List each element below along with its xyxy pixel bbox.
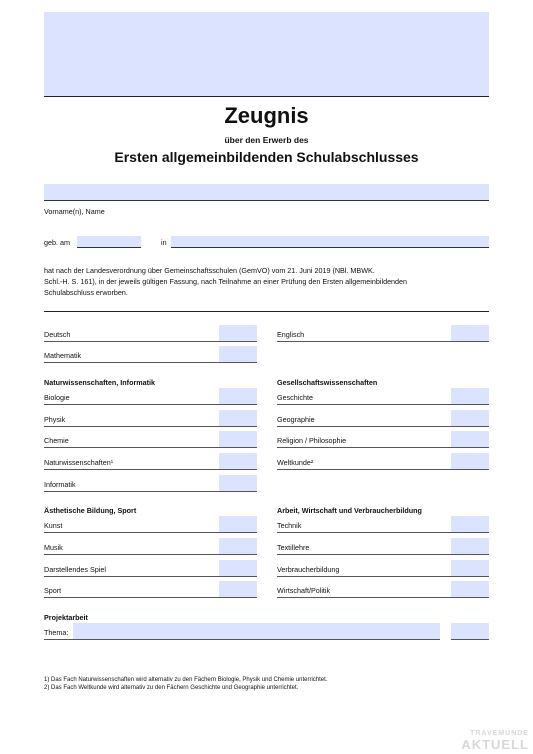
grade-naturwissenschaften[interactable] (219, 453, 257, 469)
grade-wirtschaft-politik[interactable] (451, 581, 489, 597)
subject-weltkunde: Weltkunde² (277, 458, 314, 467)
row-line (277, 469, 489, 470)
grade-englisch[interactable] (451, 325, 489, 341)
watermark-line-1: TRAVEMÜNDE (470, 730, 529, 737)
grade-geschichte[interactable] (451, 388, 489, 404)
subject-technik: Technik (277, 521, 302, 530)
birthdate-field[interactable] (77, 236, 141, 247)
birthplace-field[interactable] (171, 236, 489, 247)
born-label: geb. am (44, 238, 70, 247)
grade-darstellendes-spiel[interactable] (219, 560, 257, 576)
statement-line-2: Schl.-H. S. 161), in der jeweils gültigen Fassung, nach Teilnahme an einer Prüfung den Ersten allgemeinbildenden (44, 277, 408, 286)
subject-chemie: Chemie (44, 436, 69, 445)
certificate-title: Zeugnis (224, 103, 309, 128)
subject-geographie: Geographie (277, 415, 315, 424)
section-heading-arbeit: Arbeit, Wirtschaft und Verbraucherbildung (277, 506, 422, 515)
grade-kunst[interactable] (219, 516, 257, 532)
subject-englisch: Englisch (277, 330, 305, 339)
certificate-subtitle: über den Erwerb des (224, 135, 309, 145)
statement-divider (44, 311, 489, 312)
birthdate-underline (77, 247, 141, 248)
subject-physik: Physik (44, 415, 66, 424)
section-heading-aesthetik: Ästhetische Bildung, Sport (44, 506, 137, 515)
projekt-thema-field[interactable] (73, 623, 440, 639)
grade-mathematik[interactable] (219, 346, 257, 362)
birthplace-underline (171, 247, 489, 248)
row-line (44, 491, 257, 492)
grade-weltkunde[interactable] (451, 453, 489, 469)
subject-naturwissenschaften: Naturwissenschaften¹ (44, 458, 114, 467)
grade-religion[interactable] (451, 431, 489, 447)
subject-biologie: Biologie (44, 393, 70, 402)
row-line (44, 362, 257, 363)
degree-title: Ersten allgemeinbildenden Schulabschlusses (114, 149, 419, 165)
thema-label: Thema: (44, 628, 69, 637)
grade-musik[interactable] (219, 538, 257, 554)
row-line (277, 576, 489, 577)
name-underline (44, 200, 489, 201)
row-line (44, 554, 257, 555)
subject-mathematik: Mathematik (44, 351, 82, 360)
subject-textillehre: Textillehre (277, 543, 310, 552)
row-line (277, 597, 489, 598)
subject-sport: Sport (44, 586, 62, 595)
row-line (277, 532, 489, 533)
subject-wirtschaft-politik: Wirtschaft/Politik (277, 586, 331, 595)
subject-darstellendes-spiel: Darstellendes Spiel (44, 565, 106, 574)
grade-informatik[interactable] (219, 475, 257, 491)
row-line (44, 469, 257, 470)
row-line (44, 341, 257, 342)
statement-line-3: Schulabschluss erworben. (44, 288, 128, 297)
grade-physik[interactable] (219, 410, 257, 426)
subject-geschichte: Geschichte (277, 393, 313, 402)
grade-geographie[interactable] (451, 410, 489, 426)
watermark-logo (461, 730, 529, 752)
footnote-2: 2) Das Fach Weltkunde wird alternativ zu den Fächern Geschichte und Geographie unterrichtet. (44, 685, 299, 691)
row-line (277, 554, 489, 555)
school-header-field[interactable] (44, 12, 489, 96)
row-line (451, 639, 489, 640)
grade-verbraucherbildung[interactable] (451, 560, 489, 576)
subject-kunst: Kunst (44, 521, 63, 530)
grade-textillehre[interactable] (451, 538, 489, 554)
row-line (44, 532, 257, 533)
name-field[interactable] (44, 184, 489, 200)
grade-deutsch[interactable] (219, 325, 257, 341)
row-line (277, 404, 489, 405)
row-line (44, 597, 257, 598)
subject-informatik: Informatik (44, 480, 76, 489)
row-line (44, 576, 257, 577)
grade-projektarbeit[interactable] (451, 623, 489, 639)
section-heading-projekt: Projektarbeit (44, 613, 88, 622)
row-line (44, 404, 257, 405)
row-line (277, 341, 489, 342)
grade-sport[interactable] (219, 581, 257, 597)
header-divider (44, 96, 489, 97)
grade-technik[interactable] (451, 516, 489, 532)
watermark-line-2: AKTUELL (461, 737, 529, 752)
subject-verbraucherbildung: Verbraucherbildung (277, 565, 340, 574)
section-heading-natur: Naturwissenschaften, Informatik (44, 378, 156, 387)
row-line (44, 639, 440, 640)
subject-religion: Religion / Philosophie (277, 436, 347, 445)
row-line (44, 447, 257, 448)
statement-line-1: hat nach der Landesverordnung über Gemeinschaftsschulen (GemVO) vom 21. Juni 2019 (NBl. MBWK. (44, 266, 375, 275)
row-line (277, 426, 489, 427)
subject-deutsch: Deutsch (44, 330, 71, 339)
birthplace-label: in (161, 238, 167, 247)
subject-musik: Musik (44, 543, 63, 552)
grade-biologie[interactable] (219, 388, 257, 404)
footnote-1: 1) Das Fach Naturwissenschaften wird alternativ zu den Fächern Biologie, Physik und Chemie unterrichtet. (44, 677, 328, 683)
row-line (44, 426, 257, 427)
row-line (277, 447, 489, 448)
section-heading-gesell: Gesellschaftswissenschaften (277, 378, 378, 387)
name-label: Vorname(n), Name (44, 207, 105, 216)
grade-chemie[interactable] (219, 431, 257, 447)
